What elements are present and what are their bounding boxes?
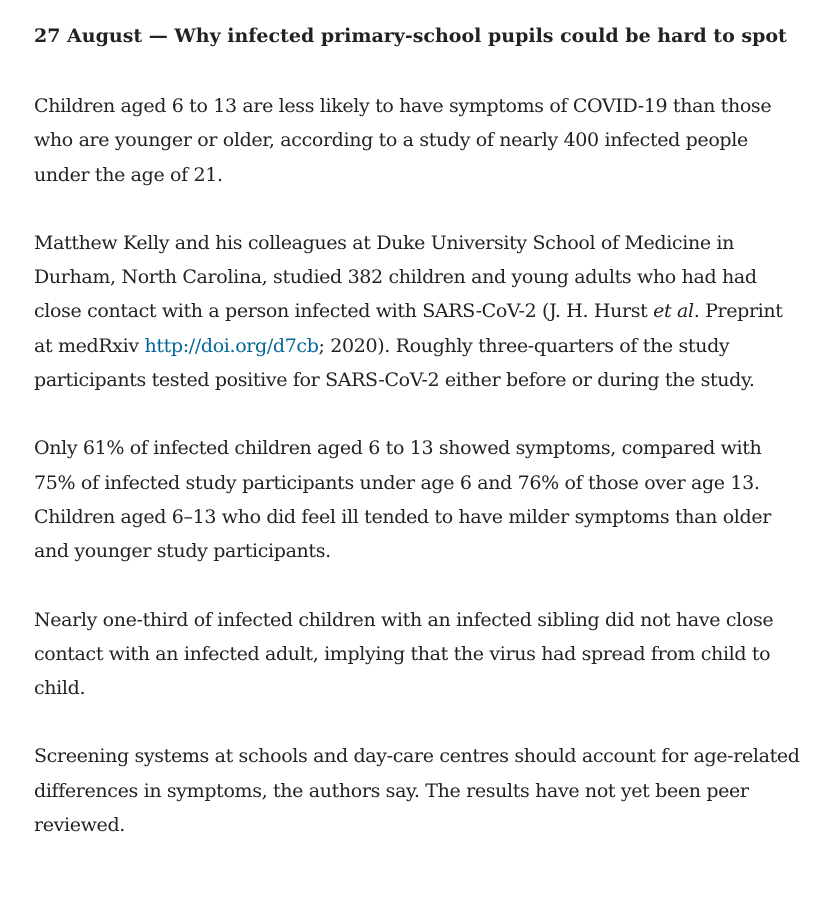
heading-dash: — (142, 25, 175, 47)
heading-date: 27 August (34, 25, 143, 47)
paragraph-5: Screening systems at schools and day-care centres should account for age-related differences in symptoms, the authors say. The results have not yet been peer reviewed. (34, 745, 800, 837)
heading-title: Why infected primary-school pupils could be hard to spot (174, 25, 787, 47)
article-heading (34, 16, 804, 56)
paragraph-3: Only 61% of infected children aged 6 to 13 showed symptoms, compared with 75% of infected study participants under age 6 and 76% of those over age 13. Children aged 6–13 who did feel ill tended to have milder symptoms than older and younger study participants. (34, 437, 771, 563)
et-al-italic: et al (653, 300, 694, 323)
paragraph-1: Children aged 6 to 13 are less likely to have symptoms of COVID-19 than those who are younger or older, according to a study of nearly 400 infected people under the age of 21. (34, 95, 772, 186)
paragraph-2-text-b: . Preprint at medRxiv (34, 300, 783, 357)
article-body (34, 16, 804, 842)
doi-link[interactable]: http://doi.org/d7cb (144, 334, 319, 357)
paragraph-2-text-c: ; 2020). Roughly three-quarters of the study participants tested positive for SARS-CoV-2 either before or during the study. (34, 334, 755, 392)
paragraph-4: Nearly one-third of infected children with an infected sibling did not have close contact with an infected adult, implying that the virus had spread from child to child. (34, 608, 774, 700)
paragraph-2 (34, 226, 804, 397)
paragraph-2-text-a: Matthew Kelly and his colleagues at Duke University School of Medicine in Durham, North Carolina, studied 382 children and young adults who had had close contact with a person infected with SARS-CoV-2 (J. H. Hurst (34, 231, 757, 323)
